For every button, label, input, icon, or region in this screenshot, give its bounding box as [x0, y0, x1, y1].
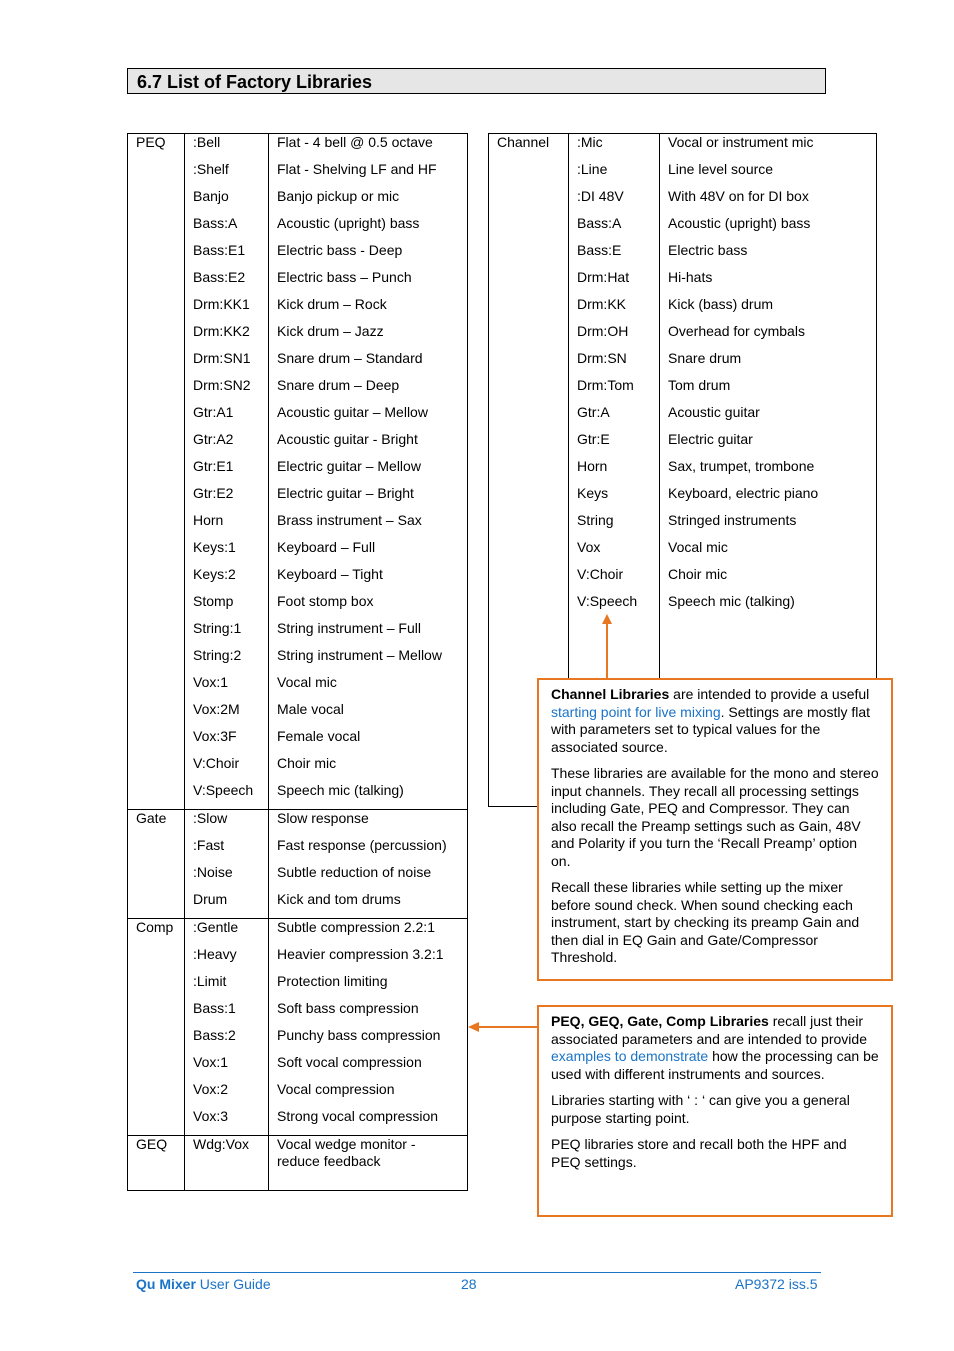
- peq-callout-text-b: how the processing can be used with different instruments and sources.: [551, 1048, 879, 1082]
- library-name: Drm:SN2: [185, 377, 269, 404]
- library-name: Drm:SN: [569, 350, 660, 377]
- library-name: Drm:SN1: [185, 350, 269, 377]
- library-description: Foot stomp box: [269, 593, 468, 620]
- library-description: Keyboard – Full: [269, 539, 468, 566]
- library-name: Bass:E1: [185, 242, 269, 269]
- library-name: Bass:E: [569, 242, 660, 269]
- library-description: Male vocal: [269, 701, 468, 728]
- library-name: Vox:2: [185, 1081, 269, 1108]
- library-group-label: PEQ: [128, 134, 185, 810]
- library-description: Acoustic guitar - Bright: [269, 431, 468, 458]
- peq-callout-para-1: [551, 1013, 879, 1083]
- peq-callout-para-2: Libraries starting with ‘ : ‘ can give you a general purpose starting point.: [551, 1092, 850, 1126]
- library-name: :Gentle: [185, 919, 269, 947]
- library-description: Electric bass: [660, 242, 877, 269]
- library-description: Vocal compression: [269, 1081, 468, 1108]
- library-name: Drm:OH: [569, 323, 660, 350]
- library-name: Vox:2M: [185, 701, 269, 728]
- library-name: :Fast: [185, 837, 269, 864]
- library-description: With 48V on for DI box: [660, 188, 877, 215]
- library-name: Bass:2: [185, 1027, 269, 1054]
- library-description: Snare drum: [660, 350, 877, 377]
- footer-page-number: 28: [461, 1276, 477, 1292]
- library-description: Vocal or instrument mic: [660, 134, 877, 162]
- library-name: :DI 48V: [569, 188, 660, 215]
- library-description: Flat - Shelving LF and HF: [269, 161, 468, 188]
- library-name: Vox:1: [185, 1054, 269, 1081]
- library-description: Protection limiting: [269, 973, 468, 1000]
- library-description: Electric bass - Deep: [269, 242, 468, 269]
- library-name: String:2: [185, 647, 269, 674]
- library-name: Bass:E2: [185, 269, 269, 296]
- footer-doc-title: [136, 1276, 271, 1292]
- library-description: Kick and tom drums: [269, 891, 468, 919]
- library-description: Fast response (percussion): [269, 837, 468, 864]
- library-description: Sax, trumpet, trombone: [660, 458, 877, 485]
- library-name: Keys: [569, 485, 660, 512]
- library-description: Tom drum: [660, 377, 877, 404]
- library-description: Acoustic (upright) bass: [660, 215, 877, 242]
- library-name: Vox: [569, 539, 660, 566]
- library-name: :Line: [569, 161, 660, 188]
- library-description: Electric guitar – Bright: [269, 485, 468, 512]
- library-name: Vox:3: [185, 1108, 269, 1136]
- library-name: :Mic: [569, 134, 660, 162]
- peq-callout-text-a: recall just their associated parameters and are intended to provide: [551, 1013, 867, 1047]
- peq-callout-bold: PEQ, GEQ, Gate, Comp Libraries: [551, 1013, 769, 1029]
- library-name: V:Choir: [569, 566, 660, 593]
- library-name: Keys:1: [185, 539, 269, 566]
- library-name: V:Speech: [569, 593, 660, 620]
- footer-brand: Qu Mixer: [136, 1276, 196, 1292]
- library-description: Snare drum – Standard: [269, 350, 468, 377]
- library-group-label: Channel: [489, 134, 569, 807]
- library-name: V:Speech: [185, 782, 269, 810]
- library-description: Vocal mic: [269, 674, 468, 701]
- library-description: Strong vocal compression: [269, 1108, 468, 1136]
- channel-callout-para-2: These libraries are available for the mono and stereo input channels. They recall all processing settings including Gate, PEQ and Compressor. They can also recall the Preamp settings such as Gain, 48V and Polarity if you turn the ‘Recall Preamp’ option on.: [551, 765, 879, 869]
- library-description: Electric guitar: [660, 431, 877, 458]
- footer-rule: [133, 1272, 821, 1273]
- library-description: Subtle reduction of noise: [269, 864, 468, 891]
- library-group-label: Gate: [128, 810, 185, 919]
- library-description: Kick drum – Rock: [269, 296, 468, 323]
- peq-callout-link[interactable]: examples to demonstrate: [551, 1048, 709, 1064]
- channel-callout-para-3: Recall these libraries while setting up the mixer before sound check. When sound checking each instrument, start by checking its preamp Gain and then dial in EQ Gain and Gate/Compressor Threshold.: [551, 879, 860, 965]
- library-description: Electric bass – Punch: [269, 269, 468, 296]
- library-description: Slow response: [269, 810, 468, 838]
- library-name: :Heavy: [185, 946, 269, 973]
- library-description: Acoustic guitar: [660, 404, 877, 431]
- library-description: Banjo pickup or mic: [269, 188, 468, 215]
- library-name: :Bell: [185, 134, 269, 162]
- library-description: Vocal wedge monitor - reduce feedback: [269, 1136, 468, 1191]
- library-name: Banjo: [185, 188, 269, 215]
- library-name: Keys:2: [185, 566, 269, 593]
- library-description: Subtle compression 2.2:1: [269, 919, 468, 947]
- channel-callout-para-1: [551, 686, 879, 756]
- library-name: Gtr:A1: [185, 404, 269, 431]
- library-description: String instrument – Mellow: [269, 647, 468, 674]
- library-description: Kick (bass) drum: [660, 296, 877, 323]
- library-description: Acoustic (upright) bass: [269, 215, 468, 242]
- library-description: Speech mic (talking): [269, 782, 468, 810]
- library-name: :Shelf: [185, 161, 269, 188]
- channel-libraries-callout: [537, 678, 893, 981]
- library-name: Gtr:E1: [185, 458, 269, 485]
- library-description: Flat - 4 bell @ 0.5 octave: [269, 134, 468, 162]
- library-description: Heavier compression 3.2:1: [269, 946, 468, 973]
- library-description: Stringed instruments: [660, 512, 877, 539]
- library-name: :Slow: [185, 810, 269, 838]
- library-name: Drm:KK: [569, 296, 660, 323]
- library-name: Bass:A: [569, 215, 660, 242]
- library-group-label: Comp: [128, 919, 185, 1136]
- library-name: Drm:KK2: [185, 323, 269, 350]
- section-title: 6.7 List of Factory Libraries: [127, 68, 826, 94]
- library-name: V:Choir: [185, 755, 269, 782]
- library-description: Acoustic guitar – Mellow: [269, 404, 468, 431]
- library-description: Soft vocal compression: [269, 1054, 468, 1081]
- library-description: Female vocal: [269, 728, 468, 755]
- library-name: Drm:KK1: [185, 296, 269, 323]
- library-name: String:1: [185, 620, 269, 647]
- channel-callout-link[interactable]: starting point for live mixing: [551, 703, 721, 720]
- library-name: Vox:3F: [185, 728, 269, 755]
- arrow-peq-head: [468, 1022, 479, 1032]
- library-name: :Limit: [185, 973, 269, 1000]
- peq-libraries-callout: [537, 1005, 893, 1217]
- library-name: Gtr:E: [569, 431, 660, 458]
- library-description: Brass instrument – Sax: [269, 512, 468, 539]
- library-name: Bass:1: [185, 1000, 269, 1027]
- library-name: :Noise: [185, 864, 269, 891]
- library-description: Choir mic: [269, 755, 468, 782]
- library-description: Choir mic: [660, 566, 877, 593]
- library-description: Punchy bass compression: [269, 1027, 468, 1054]
- footer-doc-ref: AP9372 iss.5: [735, 1276, 818, 1292]
- library-description: Snare drum – Deep: [269, 377, 468, 404]
- library-name: Stomp: [185, 593, 269, 620]
- library-group-label: GEQ: [128, 1136, 185, 1191]
- library-name: Wdg:Vox: [185, 1136, 269, 1191]
- library-description: Line level source: [660, 161, 877, 188]
- library-description: Soft bass compression: [269, 1000, 468, 1027]
- channel-callout-text-a: are intended to provide a useful: [669, 686, 870, 702]
- library-description: Kick drum – Jazz: [269, 323, 468, 350]
- library-description: Hi-hats: [660, 269, 877, 296]
- library-description: Overhead for cymbals: [660, 323, 877, 350]
- library-name: Drum: [185, 891, 269, 919]
- library-name: Drm:Hat: [569, 269, 660, 296]
- library-name: Horn: [185, 512, 269, 539]
- library-description: String instrument – Full: [269, 620, 468, 647]
- library-name: String: [569, 512, 660, 539]
- library-description: Keyboard, electric piano: [660, 485, 877, 512]
- channel-callout-bold: Channel Libraries: [551, 686, 670, 702]
- library-name: Gtr:A2: [185, 431, 269, 458]
- library-name: Bass:A: [185, 215, 269, 242]
- library-name: Vox:1: [185, 674, 269, 701]
- library-name: Gtr:E2: [185, 485, 269, 512]
- peq-callout-para-3: PEQ libraries store and recall both the HPF and PEQ settings.: [551, 1136, 847, 1170]
- library-name: Gtr:A: [569, 404, 660, 431]
- library-description: Electric guitar – Mellow: [269, 458, 468, 485]
- channel-callout-text-b: . Settings are mostly flat with parameters set to typical values for the associated source.: [551, 703, 871, 755]
- library-description: Keyboard – Tight: [269, 566, 468, 593]
- library-description: Speech mic (talking): [660, 593, 877, 620]
- library-name: Drm:Tom: [569, 377, 660, 404]
- library-description: Vocal mic: [660, 539, 877, 566]
- library-name: Horn: [569, 458, 660, 485]
- arrow-channel-head: [602, 614, 612, 624]
- footer-title: User Guide: [195, 1276, 271, 1292]
